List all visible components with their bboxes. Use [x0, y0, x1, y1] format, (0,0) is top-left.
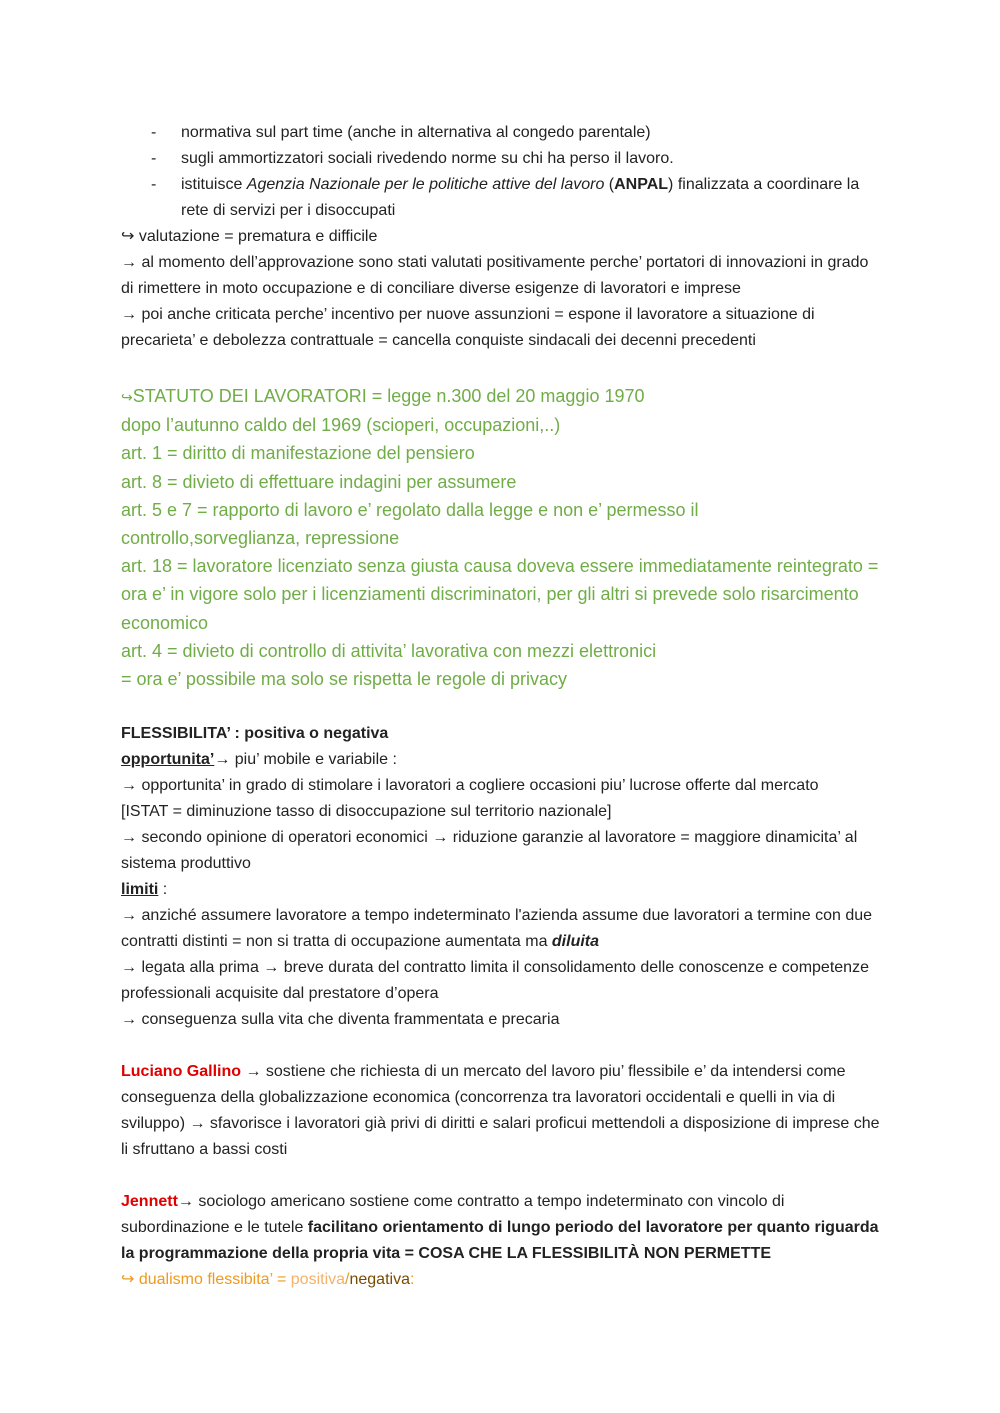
dualismo-negativa: negativa	[349, 1271, 410, 1289]
hook-arrow-icon: ↪	[121, 389, 133, 405]
statuto-line: = ora e’ possibile ma solo se rispetta le regole di privacy	[121, 669, 568, 690]
limiti-item: → legata alla prima → breve durata del contratto limita il consolidamento delle conoscenze e competenze professionali acquisite dal prestatore d’opera	[121, 959, 869, 1003]
statuto-title	[121, 382, 881, 411]
list-item	[121, 120, 881, 146]
statuto-line: art. 8 = divieto di effettuare indagini per assumere	[121, 471, 517, 492]
criticata-paragraph: → poi anche criticata perche’ incentivo per nuove assunzioni = espone il lavoratore a situazione di precarieta’ e debolezza contrattuale = cancella conquiste sindacali dei decenni precedenti	[121, 306, 815, 349]
limiti-rest: :	[158, 881, 168, 899]
bullet-list	[121, 120, 881, 224]
bullet-text: sugli ammortizzatori sociali rivedendo norme su chi ha perso il lavoro.	[181, 150, 674, 167]
opportunita-line	[121, 747, 881, 773]
limiti-line	[121, 877, 881, 903]
document-page	[121, 120, 881, 1293]
statuto-line: art. 4 = divieto di controllo di attivita’ lavorativa con mezzi elettronici	[121, 640, 657, 661]
limiti-label: limiti	[121, 881, 159, 899]
limiti-item: → conseguenza sulla vita che diventa frammentata e precaria	[121, 1011, 560, 1029]
valutazione-line: ↪ valutazione = prematura e difficile	[121, 228, 378, 245]
bullet-dash: -	[151, 150, 157, 167]
statuto-title-text: STATUTO DEI LAVORATORI = legge n.300 del 20 maggio 1970	[132, 386, 645, 406]
gallino-paragraph	[121, 1059, 881, 1163]
opportunita-item: [ISTAT = diminuzione tasso di disoccupazione sul territorio nazionale]	[121, 803, 612, 821]
opportunita-item: → secondo opinione di operatori economici → riduzione garanzie al lavoratore = maggiore dinamicita’ al sistema produttivo	[121, 829, 858, 873]
list-item	[121, 146, 881, 172]
dualismo-colon: :	[409, 1271, 415, 1289]
opportunita-label: opportunita’	[121, 751, 215, 769]
statuto-line: art. 1 = diritto di manifestazione del pensiero	[121, 443, 475, 464]
flessibilita-heading: FLESSIBILITA’ : positiva o negativa	[121, 725, 389, 743]
bullet-text-pre: istituisce	[181, 176, 247, 193]
statuto-section	[121, 382, 881, 693]
jennett-name: Jennett	[121, 1193, 178, 1211]
limiti-item-text: → anziché assumere lavoratore a tempo indeterminato l'azienda assume due lavoratori a termine con due contratti distinti = non si tratta di occupazione aumentata ma	[121, 907, 873, 951]
opportunita-item: → opportunita’ in grado di stimolare i lavoratori a cogliere occasioni piu’ lucrose offerte dal mercato	[121, 777, 819, 795]
bullet-dash: -	[151, 124, 157, 141]
anpal-acronym: ANPAL	[614, 176, 669, 193]
dualismo-slash: /	[345, 1271, 350, 1289]
jennett-paragraph	[121, 1189, 881, 1267]
approvazione-paragraph: → al momento dell’approvazione sono stati valutati positivamente perche’ portatori di innovazioni in grado di rimettere in moto occupazione e di conciliare diverse esigenze di lavoratori e imprese	[121, 254, 869, 297]
gallino-name: Luciano Gallino	[121, 1063, 242, 1081]
opportunita-rest: → piu’ mobile e variabile :	[214, 751, 397, 769]
limiti-item	[121, 903, 881, 955]
list-item	[121, 172, 881, 224]
bullet-dash: -	[151, 176, 157, 193]
dualismo-line	[121, 1267, 881, 1293]
agency-name: Agenzia Nazionale per le politiche attive del lavoro	[246, 176, 605, 193]
bullet-text-post: ) finalizzata a coordinare la rete di servizi per i disoccupati	[181, 176, 860, 219]
diluita-word: diluita	[551, 933, 600, 951]
jennett-bold-text: facilitano orientamento di lungo periodo del lavoratore per quanto riguarda la programmazione della propria vita = COSA CHE LA FLESSIBILITÀ NON PERMETTE	[121, 1219, 879, 1263]
gallino-text: → sostiene che richiesta di un mercato del lavoro piu’ flessibile e’ da intendersi come conseguenza della globalizzazione economica (concorrenza tra lavoratori occidentali e quelli in via di sviluppo) → sfavorisce i lavoratori già privi di diritti e salari proficui mettendoli a disposizione di imprese che li sfruttano a bassi costi	[121, 1063, 880, 1159]
jennett-text: → sociologo americano sostiene come contratto a tempo indeterminato con vincolo di subordinazione e le tutele	[121, 1193, 785, 1237]
dualismo-positiva: positiva	[290, 1271, 346, 1289]
flessibilita-section	[121, 721, 881, 1033]
statuto-line: art. 18 = lavoratore licenziato senza giusta causa doveva essere immediatamente reintegrato = ora e’ in vigore solo per i licenziamenti discriminatori, per gli altri si prevede solo risarcimento economico	[121, 556, 879, 633]
bullet-text-mid: (	[604, 176, 615, 193]
statuto-line: art. 5 e 7 = rapporto di lavoro e’ regolato dalla legge e non e’ permesso il controllo,sorveglianza, repressione	[121, 499, 699, 549]
dualismo-pre: ↪ dualismo flessibita’ =	[121, 1271, 291, 1289]
bullet-text: normativa sul part time (anche in alternativa al congedo parentale)	[181, 124, 651, 141]
statuto-line: dopo l’autunno caldo del 1969 (scioperi, occupazioni,..)	[121, 415, 561, 436]
